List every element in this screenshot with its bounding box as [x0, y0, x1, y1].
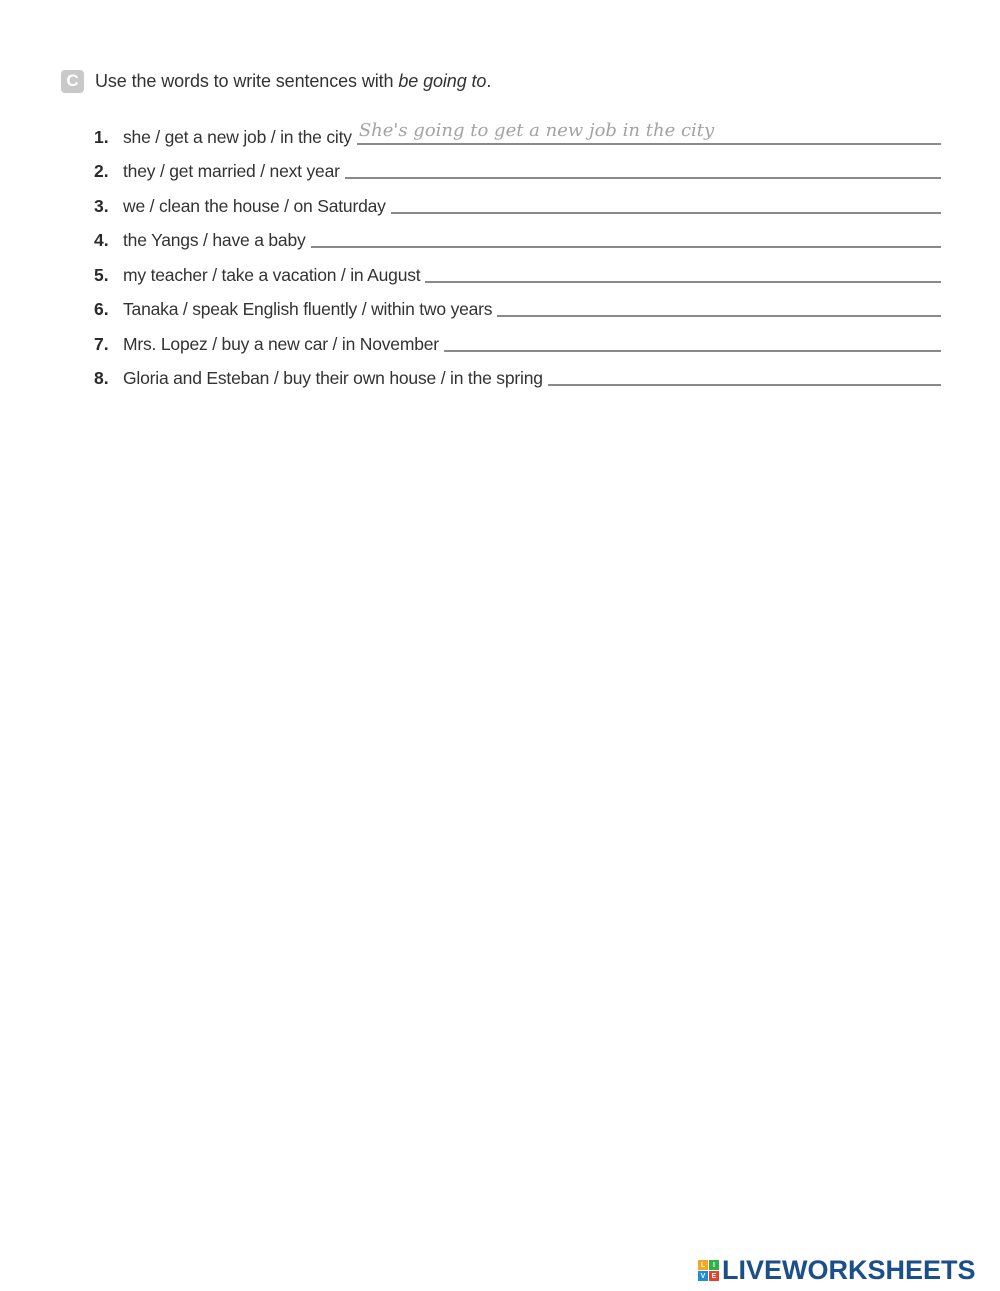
exercise-item-8	[61, 355, 941, 390]
exercise-item-2	[61, 148, 941, 183]
item-prompt: Tanaka / speak English fluently / within two years	[123, 299, 493, 319]
answer-field-2[interactable]	[345, 153, 941, 179]
item-prompt: Mrs. Lopez / buy a new car / in November	[123, 333, 439, 354]
item-prompt: the Yangs / have a baby	[123, 230, 306, 250]
item-number: 5.	[94, 264, 109, 285]
answer-field-8[interactable]	[548, 360, 941, 386]
logo-mark-letter: E	[709, 1271, 719, 1281]
logo-mark-icon	[698, 1260, 719, 1281]
item-number: 3.	[94, 195, 109, 216]
section-badge: C	[61, 70, 84, 93]
answer-field-7[interactable]	[444, 326, 941, 352]
instruction-text	[95, 71, 491, 92]
item-prompt: my teacher / take a vacation / in August	[123, 264, 421, 285]
logo-mark-letter: I	[709, 1260, 719, 1270]
instruction-emphasis: be going to	[398, 70, 487, 91]
item-number: 6.	[94, 299, 109, 319]
logo-mark-letter: L	[698, 1260, 708, 1270]
item-prompt: we / clean the house / on Saturday	[123, 195, 386, 216]
exercise-item-5	[61, 251, 941, 286]
exercise-item-6	[61, 286, 941, 321]
logo-mark-letter: V	[698, 1271, 708, 1281]
item-number: 1.	[94, 126, 109, 147]
exercise-item-1	[61, 113, 941, 148]
answer-field-6[interactable]	[497, 291, 941, 317]
item-prompt: she / get a new job / in the city	[123, 126, 352, 147]
answer-field-4[interactable]	[311, 222, 941, 248]
exercise-item-7	[61, 320, 941, 355]
item-number: 4.	[94, 230, 109, 250]
instruction-prefix: Use the words to write sentences with	[95, 70, 399, 91]
exercise-item-3	[61, 182, 941, 217]
logo-text: LIVEWORKSHEETS	[722, 1255, 976, 1285]
exercise-header	[61, 66, 941, 96]
item-prompt: they / get married / next year	[123, 161, 340, 181]
instruction-suffix: .	[486, 70, 492, 91]
item-prompt: Gloria and Esteban / buy their own house / in the spring	[123, 368, 543, 388]
liveworksheets-logo	[698, 1255, 976, 1286]
item-number: 8.	[94, 368, 109, 388]
answer-field-3[interactable]	[391, 188, 941, 214]
item-number: 2.	[94, 161, 109, 181]
exercise-items	[61, 113, 941, 389]
answer-field-1[interactable]	[357, 119, 941, 145]
exercise-section	[61, 66, 941, 389]
item-number: 7.	[94, 333, 109, 354]
answer-field-5[interactable]	[425, 257, 941, 283]
exercise-item-4	[61, 217, 941, 252]
